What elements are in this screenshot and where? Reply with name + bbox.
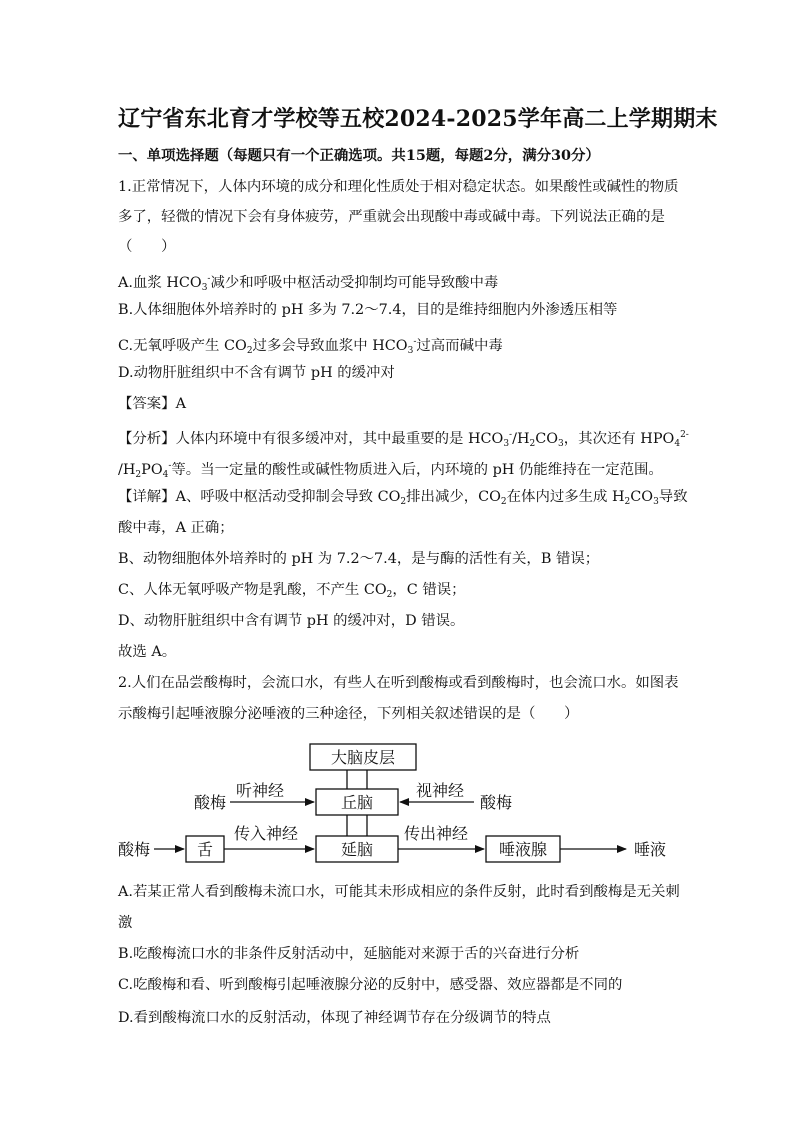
medulla-label: 延脑 (340, 840, 374, 859)
q2-option-a-line-2: 激 (118, 915, 133, 931)
optic-nerve-label: 视神经 (416, 781, 465, 800)
q2-option-c: C.吃酸梅和看、听到酸梅引起唾液腺分泌的反射中，感受器、效应器都是不同的 (118, 977, 623, 993)
plum-label-top-left: 酸梅 (194, 793, 227, 812)
auditory-nerve-label: 听神经 (236, 781, 285, 800)
q1-stem-line-1: 1.正常情况下，人体内环境的成分和理化性质处于相对稳定状态。如果酸性或碱性的物质 (118, 179, 679, 195)
q2-option-a-line-1: A.若某正常人看到酸梅未流口水，可能其未形成相应的条件反射，此时看到酸梅是无关刺 (118, 884, 680, 900)
thalamus-label: 丘脑 (340, 793, 374, 812)
page-title: 辽宁省东北育才学校等五校2024-2025学年高二上学期期末 (118, 106, 718, 132)
salivation-pathway-diagram (118, 740, 678, 870)
q1-stem-line-3: （ ） (118, 239, 176, 255)
q1-option-c: C.无氧呼吸产生 $CO_2$过多会导致血浆中 $HCO_3^-$过高而碱中毒 (118, 337, 503, 356)
q1-detail-line-2: 酸中毒，A 正确； (118, 520, 234, 536)
q1-analysis-line-2: $/H_2PO_4^-$等。当一定量的酸性或碱性物质进入后，内环境的 pH 仍能维持在一定范围。 (118, 461, 663, 480)
tongue-label: 舌 (196, 840, 214, 859)
q2-stem-line-2: 示酸梅引起唾液腺分泌唾液的三种途径，下列相关叙述错误的是（ ） (118, 706, 579, 722)
q2-option-b: B.吃酸梅流口水的非条件反射活动中，延脑能对来源于舌的兴奋进行分析 (118, 946, 580, 962)
q1-answer: 【答案】A (118, 396, 186, 412)
q1-analysis-line-1: 【分析】人体内环境中有很多缓冲对，其中最重要的是 $HCO_3^-/H_2CO_3$，其次还有 $HPO_4^{2-}$ (118, 430, 689, 449)
plum-label-bottom-left: 酸梅 (118, 840, 151, 859)
q1-detail-line-5: D、动物肝脏组织中含有调节 pH 的缓冲对，D 错误。 (118, 613, 465, 629)
q1-option-d: D.动物肝脏组织中不含有调节 pH 的缓冲对 (118, 365, 395, 381)
q1-option-b: B.人体细胞体外培养时的 pH 多为 7.2～7.4，目的是维持细胞内外渗透压相等 (118, 302, 618, 318)
salivary-gland-label: 唾液腺 (498, 840, 548, 859)
q1-detail-line-1: 【详解】A、呼吸中枢活动受抑制会导致 $CO_2$排出减少，$CO_2$在体内过多生成 $H_2CO_3$导致 (118, 489, 688, 507)
cortex-label: 大脑皮层 (330, 748, 396, 767)
q1-detail-line-4: C、人体无氧呼吸产物是乳酸，不产生 $CO_2$，C 错误； (118, 582, 466, 600)
q2-stem-line-1: 2.人们在品尝酸梅时，会流口水，有些人在听到酸梅或看到酸梅时，也会流口水。如图表 (118, 675, 679, 691)
section-heading: 一、单项选择题（每题只有一个正确选项。共15题，每题2分，满分30分） (118, 147, 600, 164)
saliva-label: 唾液 (634, 840, 667, 859)
q1-detail-line-3: B、动物细胞体外培养时的 pH 为 7.2～7.4，是与酶的活性有关，B 错误； (118, 551, 600, 567)
q2-option-d: D.看到酸梅流口水的反射活动，体现了神经调节存在分级调节的特点 (118, 1010, 551, 1026)
efferent-nerve-label: 传出神经 (404, 824, 469, 843)
plum-label-top-right: 酸梅 (480, 793, 513, 812)
q1-option-a: A.血浆 $HCO_3^-$减少和呼吸中枢活动受抑制均可能导致酸中毒 (118, 274, 499, 293)
q1-detail-line-6: 故选 A。 (118, 644, 177, 660)
afferent-nerve-label: 传入神经 (234, 824, 299, 843)
q1-stem-line-2: 多了，轻微的情况下会有身体疲劳，严重就会出现酸中毒或碱中毒。下列说法正确的是 (118, 209, 665, 225)
